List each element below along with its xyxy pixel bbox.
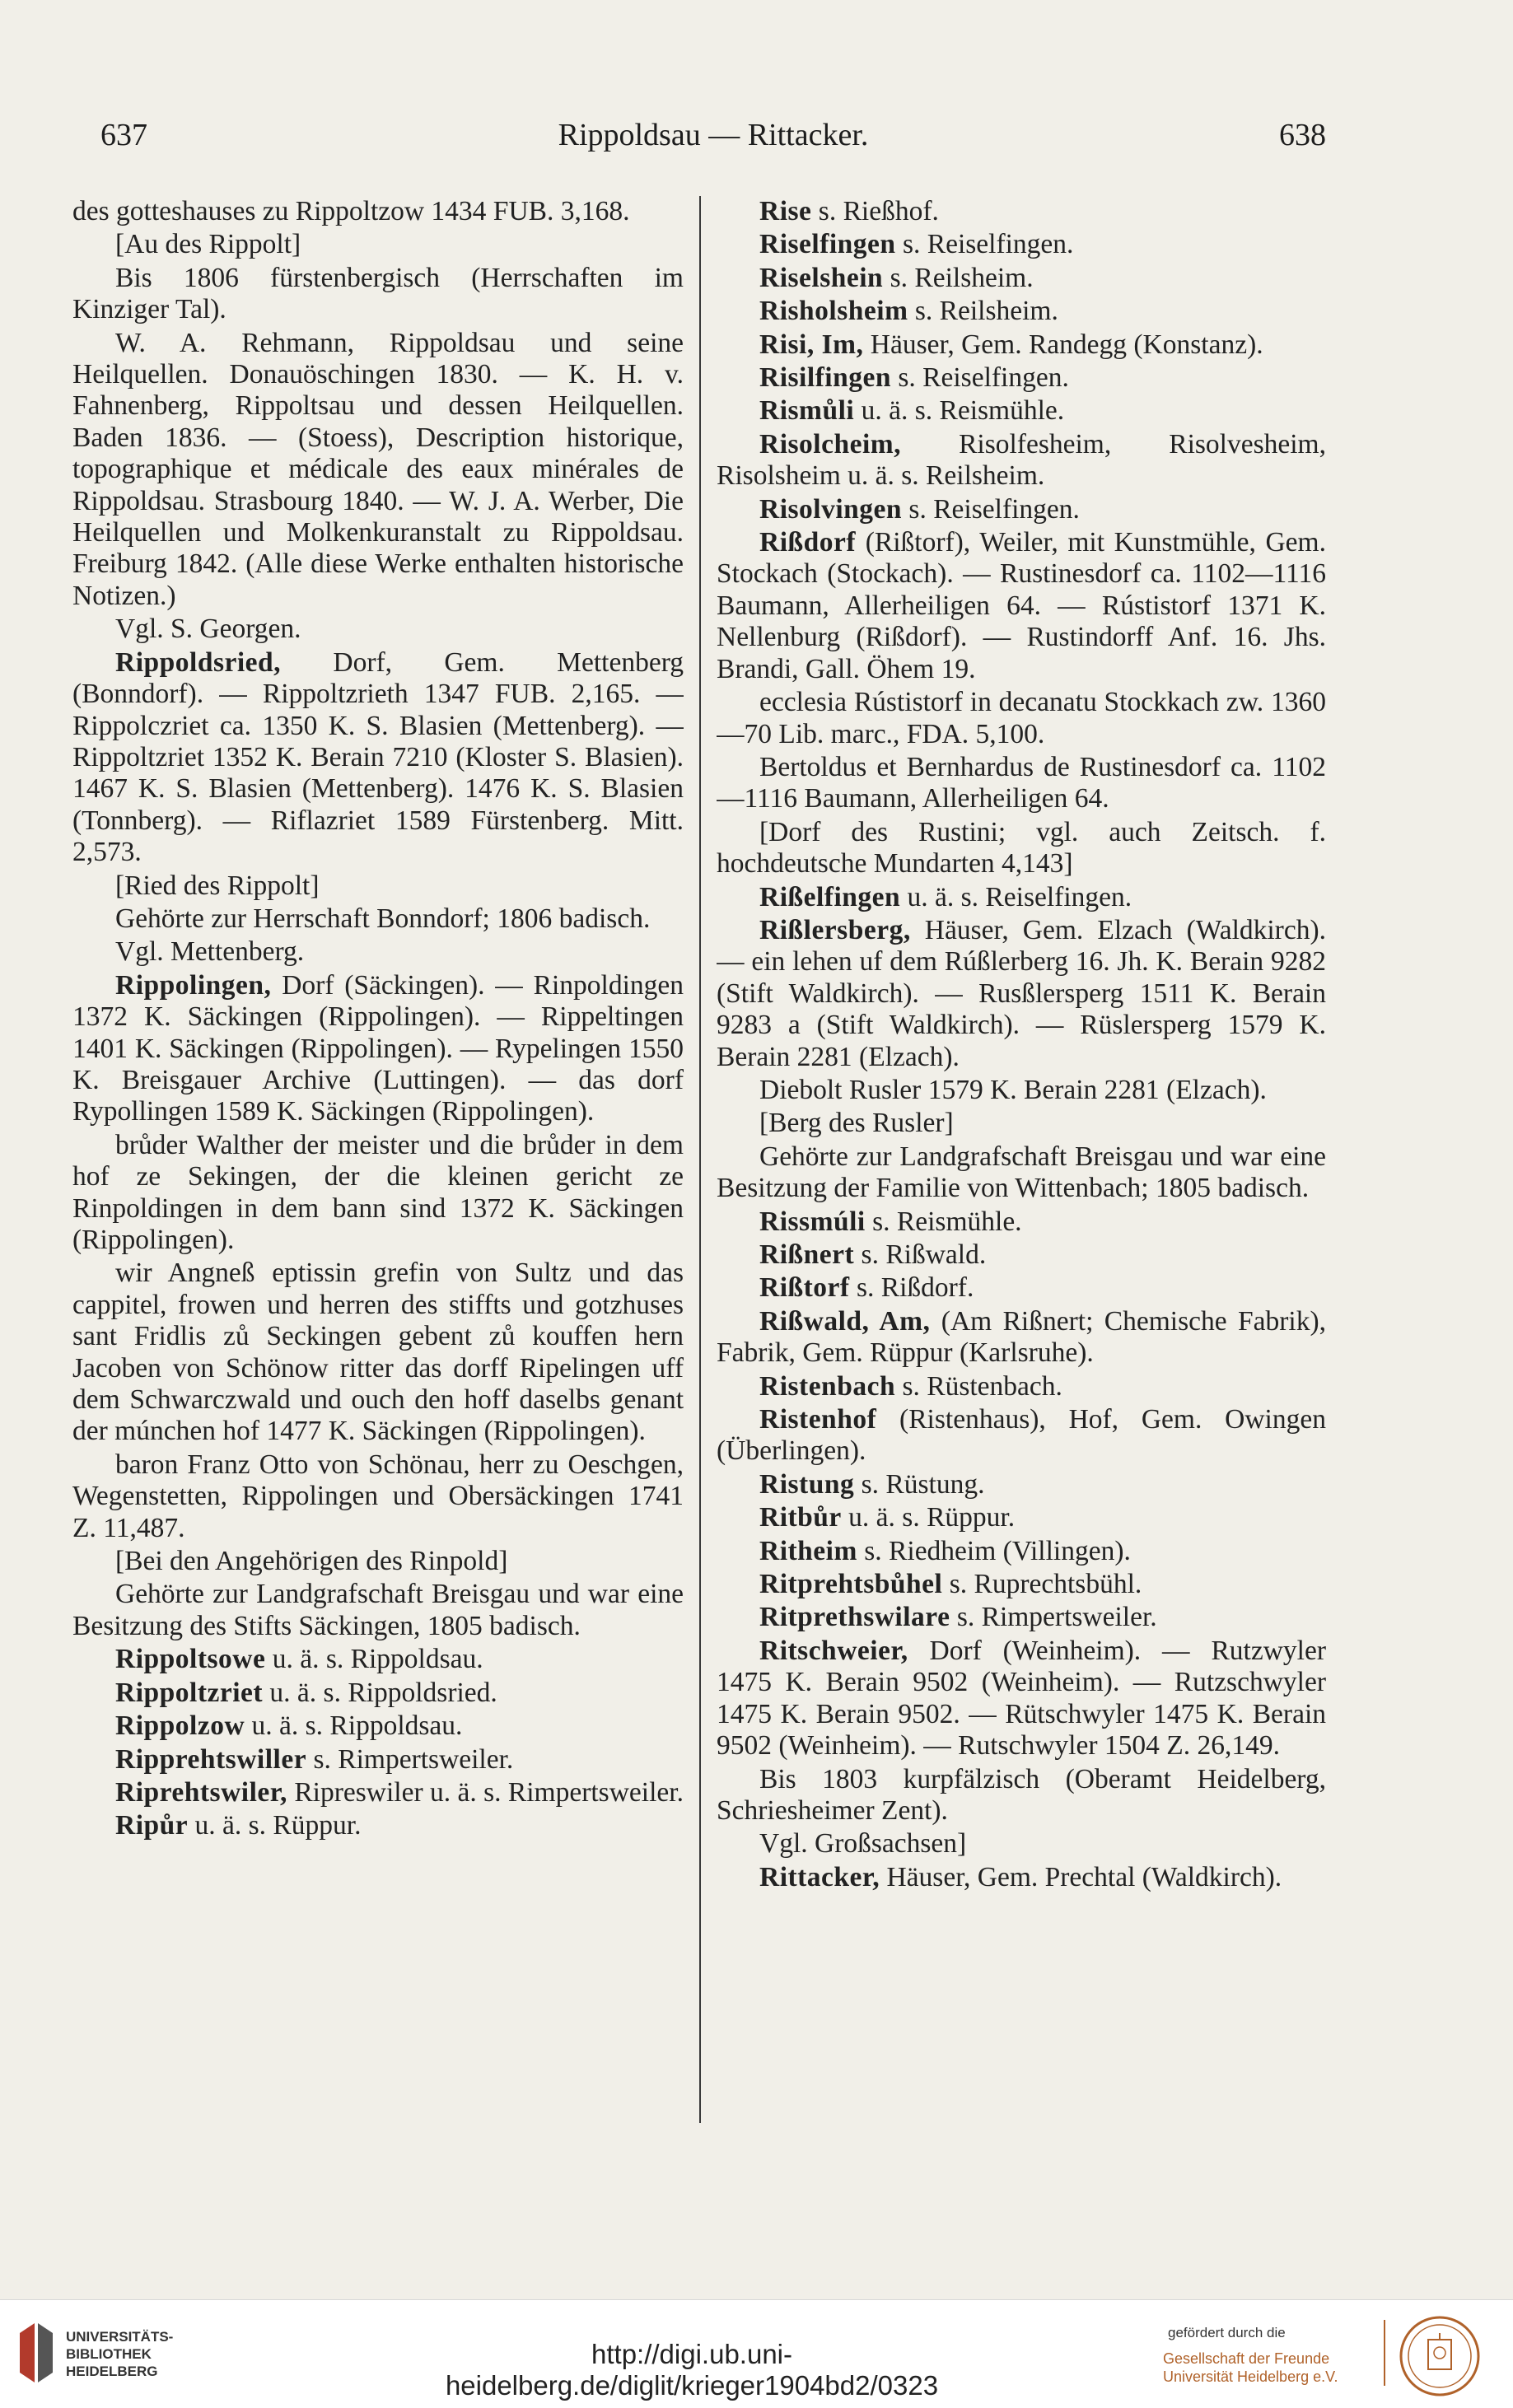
dictionary-entry xyxy=(717,296,1326,327)
dictionary-entry xyxy=(717,882,1326,913)
dictionary-entry xyxy=(717,494,1326,525)
entry-text: [Ried des Rippolt] xyxy=(115,870,320,901)
entry-text: u. ä. s. Rüppur. xyxy=(841,1502,1016,1533)
entry-text: s. Rießhof. xyxy=(811,196,939,226)
entry-headword: Rismůli xyxy=(759,395,855,427)
entry-paragraph xyxy=(72,1579,684,1642)
entry-paragraph xyxy=(717,1764,1326,1827)
entry-headword: Rippoltsowe xyxy=(115,1644,266,1675)
entry-headword: Rippolingen, xyxy=(115,969,272,1001)
entry-text: (Rißtorf), Weiler, mit Kunstmühle, Gem. Stockach (Stockach). — Rustinesdorf ca. 1102—1116 Baumann, Allerheiligen 64. — Rústistorf 1371 K. Nellenburg (Rißdorf). — Rustindorff Anf. 16. Jhs. Brandi, Gall. Öhem 19. xyxy=(717,527,1326,684)
entry-paragraph xyxy=(717,1141,1326,1205)
entry-text: brůder Walther der meister und die brůder in dem hof ze Sekingen, der die kleinen gericht ze Rinpoldingen in dem bann sind 1372 K. Säckingen (Rippolingen). xyxy=(72,1129,684,1255)
entry-paragraph xyxy=(72,870,684,902)
entry-text: s. Ruprechtsbühl. xyxy=(942,1569,1142,1600)
entry-text: [Bei den Angehörigen des Rinpold] xyxy=(115,1546,508,1577)
entry-headword: Riprehtswiler, xyxy=(115,1776,287,1808)
dictionary-entry xyxy=(717,263,1326,294)
entry-paragraph xyxy=(717,1828,1326,1860)
entry-headword: Ristung xyxy=(759,1468,855,1500)
entry-text: u. ä. s. Rippoldsau. xyxy=(245,1710,463,1742)
entry-text: Gehörte zur Landgrafschaft Breisgau und war eine Besitzung des Stifts Säckingen, 1805 badisch. xyxy=(72,1579,684,1641)
dictionary-entry xyxy=(72,1810,684,1841)
entry-paragraph xyxy=(72,1130,684,1257)
entry-headword: Rippoltzriet xyxy=(115,1677,264,1708)
entry-text: Dorf (Weinheim). — Rutzwyler 1475 K. Berain 9502 (Weinheim). — Rutzschwyler 1475 K. Berain 9502. — Rütschwyler 1475 K. Berain 9502 (Weinheim). — Rutschwyler 1504 Z. 26,149. xyxy=(717,1635,1326,1762)
entry-text: s. Reiselfingen. xyxy=(895,229,1074,260)
entry-headword: Ripůr xyxy=(115,1810,189,1841)
entry-text: s. Reismühle. xyxy=(865,1206,1022,1237)
entry-headword: Ritbůr xyxy=(759,1502,842,1533)
page-number-right: 638 xyxy=(1279,118,1326,152)
entry-paragraph xyxy=(72,263,684,326)
entry-text: s. Rißdorf. xyxy=(849,1272,974,1304)
entry-text: baron Franz Otto von Schönau, herr zu Oeschgen, Wegenstetten, Rippolingen und Obersäckingen 1741 Z. 11,487. xyxy=(72,1449,684,1543)
dictionary-entry xyxy=(717,1569,1326,1600)
entry-text: (Am Rißnert; Chemische Fabrik), Fabrik, Gem. Rüppur (Karlsruhe). xyxy=(717,1305,1326,1369)
entry-text: (Ristenhaus), Hof, Gem. Owingen (Überlingen). xyxy=(717,1404,1326,1467)
entry-text: ecclesia Rústistorf in decanatu Stockkach zw. 1360—70 Lib. marc., FDA. 5,100. xyxy=(717,687,1326,749)
viewer-footer xyxy=(0,2299,1513,2408)
entry-paragraph xyxy=(72,903,684,935)
entry-text: s. Reiselfingen. xyxy=(891,362,1069,394)
dictionary-entry xyxy=(717,527,1326,685)
entry-headword: Rißnert xyxy=(759,1239,855,1270)
running-title: Rippoldsau — Rittacker. xyxy=(558,118,869,152)
entry-paragraph xyxy=(717,817,1326,880)
entry-paragraph xyxy=(72,1449,684,1544)
entry-text: s. Reiselfingen. xyxy=(902,493,1080,525)
page-header xyxy=(100,117,1326,166)
entry-text: Häuser, Gem. Prechtal (Waldkirch). xyxy=(880,1861,1282,1892)
dictionary-entry xyxy=(717,329,1326,361)
entry-headword: Rißlersberg, xyxy=(759,914,911,945)
dictionary-entry xyxy=(72,1678,684,1709)
dictionary-entry xyxy=(717,1206,1326,1238)
sponsor-divider xyxy=(1384,2320,1385,2386)
sponsor-caption: gefördert durch die xyxy=(1168,2325,1286,2340)
dictionary-entry xyxy=(72,647,684,869)
dictionary-entry xyxy=(717,1371,1326,1402)
library-logo-icon xyxy=(18,2322,54,2384)
entry-headword: Ritschweier, xyxy=(759,1635,908,1666)
entry-headword: Riselshein xyxy=(759,262,884,293)
entry-text: Risolfesheim, Risolvesheim, Risolsheim u. ä. s. Reilsheim. xyxy=(717,428,1326,492)
page-number-left: 637 xyxy=(100,118,147,152)
left-column xyxy=(72,196,684,2131)
entry-paragraph xyxy=(717,687,1326,750)
entry-text: Gehörte zur Landgrafschaft Breisgau und war eine Besitzung der Familie von Wittenbach; 1805 badisch. xyxy=(717,1141,1326,1204)
entry-text: [Au des Rippolt] xyxy=(115,229,301,260)
entry-text: s. Rißwald. xyxy=(854,1239,987,1270)
entry-text: [Berg des Rusler] xyxy=(759,1108,954,1139)
entry-text: s. Rimpertsweiler. xyxy=(950,1602,1157,1633)
entry-paragraph xyxy=(72,196,684,227)
dictionary-entry xyxy=(717,1602,1326,1633)
entry-text: s. Riedheim (Villingen). xyxy=(857,1535,1131,1566)
entry-headword: Rißdorf xyxy=(759,527,857,558)
entry-headword: Ristenbach xyxy=(759,1370,896,1402)
entry-text: [Dorf des Rustini; vgl. auch Zeitsch. f. hochdeutsche Mundarten 4,143] xyxy=(717,816,1326,880)
entry-headword: Rise xyxy=(759,196,812,226)
entry-paragraph xyxy=(72,229,684,260)
dictionary-entry xyxy=(717,196,1326,227)
dictionary-entry xyxy=(717,1306,1326,1370)
dictionary-entry xyxy=(717,1469,1326,1500)
sponsor-name-line2: Universität Heidelberg e.V. xyxy=(1163,2368,1338,2385)
entry-text: Dorf (Säckingen). — Rinpoldingen 1372 K. Säckingen (Rippolingen). — Rippeltingen 1401 K. Säckingen (Rippolingen). — Rypelingen 1550 K. Breisgauer Archive (Luttingen). — das dorf Rypollingen 1589 K. Säckingen (Rippolingen). xyxy=(72,969,684,1127)
dictionary-entry xyxy=(717,1536,1326,1567)
entry-text: s. Rüstenbach. xyxy=(895,1370,1062,1402)
entry-headword: Ristenhof xyxy=(759,1404,877,1435)
entry-headword: Ritprethswilare xyxy=(759,1602,950,1633)
entry-text: s. Rüstung. xyxy=(854,1468,985,1500)
entry-headword: Rissmúli xyxy=(759,1206,866,1237)
entry-headword: Rißelfingen xyxy=(759,881,901,912)
entry-headword: Rippolzow xyxy=(115,1710,245,1742)
entry-paragraph xyxy=(72,328,684,613)
entry-headword: Ritprehtsbůhel xyxy=(759,1569,943,1600)
entry-paragraph xyxy=(72,614,684,645)
entry-headword: Rißwald, Am, xyxy=(759,1305,931,1337)
dictionary-entry xyxy=(717,1239,1326,1271)
entry-text: Diebolt Rusler 1579 K. Berain 2281 (Elzach). xyxy=(759,1074,1267,1105)
entry-text: des gotteshauses zu Rippoltzow 1434 FUB. 3,168. xyxy=(72,196,630,226)
dictionary-entry xyxy=(717,915,1326,1073)
entry-paragraph xyxy=(717,1075,1326,1106)
entry-headword: Risholsheim xyxy=(759,296,908,327)
entry-text: Ripreswiler u. ä. s. Rimpertsweiler. xyxy=(287,1776,684,1808)
entry-text: s. Rimpertsweiler. xyxy=(306,1743,514,1775)
dictionary-entry xyxy=(717,1272,1326,1304)
dictionary-entry xyxy=(717,1862,1326,1893)
dictionary-entry xyxy=(717,1404,1326,1468)
entry-text: Vgl. Mettenberg. xyxy=(115,936,305,968)
entry-text: wir Angneß eptissin grefin von Sultz und das cappitel, frowen und herren des stiffts und gotzhuses sant Fridlis zů Seckingen gebent zů kouffen hern Jacoben von Schönow ritter das dorff Ripelingen uff dem Schwarczwald und ouch den hoff daselbs genant der múnchen hof 1477 K. Säckingen (Rippolingen). xyxy=(72,1258,684,1447)
entry-paragraph xyxy=(72,1258,684,1447)
dictionary-entry xyxy=(717,395,1326,427)
entry-headword: Rippoldsried, xyxy=(115,646,282,678)
dictionary-entry xyxy=(72,970,684,1128)
entry-text: Gehörte zur Herrschaft Bonndorf; 1806 badisch. xyxy=(115,903,651,934)
sponsor-block xyxy=(1163,2325,1377,2386)
entry-text: u. ä. s. Rüppur. xyxy=(188,1810,362,1841)
entry-text: u. ä. s. Rippoldsau. xyxy=(265,1644,483,1675)
entry-text: u. ä. s. Reiselfingen. xyxy=(900,881,1132,912)
entry-headword: Rittacker, xyxy=(759,1861,880,1892)
entry-paragraph xyxy=(72,936,684,968)
dictionary-entry xyxy=(717,229,1326,260)
entry-text: u. ä. s. Reismühle. xyxy=(854,395,1065,427)
entry-text: Vgl. S. Georgen. xyxy=(115,614,301,645)
entry-text: Bis 1806 fürstenbergisch (Herrschaften im Kinziger Tal). xyxy=(72,262,684,325)
university-seal-icon xyxy=(1399,2315,1481,2397)
entry-headword: Risi, Im, xyxy=(759,329,864,360)
entry-headword: Rißtorf xyxy=(759,1272,850,1304)
sponsor-name-line1: Gesellschaft der Freunde xyxy=(1163,2350,1330,2367)
entry-text: Bis 1803 kurpfälzisch (Oberamt Heidelberg, Schriesheimer Zent). xyxy=(717,1763,1326,1826)
entry-text: Bertoldus et Bernhardus de Rustinesdorf ca. 1102—1116 Baumann, Allerheiligen 64. xyxy=(717,751,1326,814)
entry-text: Häuser, Gem. Elzach (Waldkirch). — ein lehen uf dem Rúßlerberg 16. Jh. K. Berain 9282 (Stift Waldkirch). — Rusßlersperg 1511 K. Berain 9283 a (Stift Waldkirch). — Rüslersperg 1579 K. Berain 2281 (Elzach). xyxy=(717,914,1326,1072)
entry-paragraph xyxy=(717,752,1326,815)
entry-text: Häuser, Gem. Randegg (Konstanz). xyxy=(863,329,1263,360)
entry-headword: Risolvingen xyxy=(759,493,903,525)
entry-text: s. Reilsheim. xyxy=(908,296,1058,327)
entry-headword: Risilfingen xyxy=(759,362,891,394)
entry-paragraph xyxy=(72,1546,684,1577)
entry-headword: Risolcheim, xyxy=(759,428,902,460)
dictionary-entry xyxy=(717,1502,1326,1533)
dictionary-entry xyxy=(717,362,1326,394)
dictionary-entry xyxy=(72,1777,684,1808)
dictionary-entry xyxy=(717,429,1326,492)
dictionary-entry xyxy=(717,1636,1326,1762)
entry-headword: Riselfingen xyxy=(759,229,896,260)
entry-text: s. Reilsheim. xyxy=(883,262,1034,293)
entry-headword: Ripprehtswiller xyxy=(115,1743,307,1775)
permalink-url[interactable]: http://digi.ub.uni-heidelberg.de/diglit/krieger1904bd2/0323 xyxy=(445,2339,939,2401)
column-divider xyxy=(699,196,701,2123)
entry-text: u. ä. s. Rippoldsried. xyxy=(263,1677,497,1708)
entry-paragraph xyxy=(717,1108,1326,1139)
library-name: UNIVERSITÄTS- BIBLIOTHEK HEIDELBERG xyxy=(66,2329,174,2379)
dictionary-entry xyxy=(72,1710,684,1742)
entry-headword: Ritheim xyxy=(759,1535,857,1566)
right-column xyxy=(717,196,1326,2131)
dictionary-entry xyxy=(72,1644,684,1675)
dictionary-entry xyxy=(72,1744,684,1776)
entry-text: Vgl. Großsachsen] xyxy=(759,1828,967,1860)
entry-text: Dorf, Gem. Mettenberg (Bonndorf). — Rippoltzrieth 1347 FUB. 2,165. — Rippolczriet ca. 1350 K. S. Blasien (Mettenberg). — Rippoltzriet 1352 K. Berain 7210 (Kloster S. Blasien). 1467 K. S. Blasien (Mettenberg). 1476 K. S. Blasien (Tonnberg). — Riflazriet 1589 Fürstenberg. Mitt. 2,573. xyxy=(72,646,684,868)
entry-text: W. A. Rehmann, Rippoldsau und seine Heilquellen. Donauöschingen 1830. — K. H. v. Fahnenberg, Rippoltsau und dessen Heilquellen. Baden 1836. — (Stoess), Description historique, topographique et médicale des eaux minérales de Rippoldsau. Strasbourg 1840. — W. J. A. Werber, Die Heilquellen und Molkenkuranstalt zu Rippoldsau. Freiburg 1842. (Alle diese Werke enthalten historische Notizen.) xyxy=(72,327,684,611)
